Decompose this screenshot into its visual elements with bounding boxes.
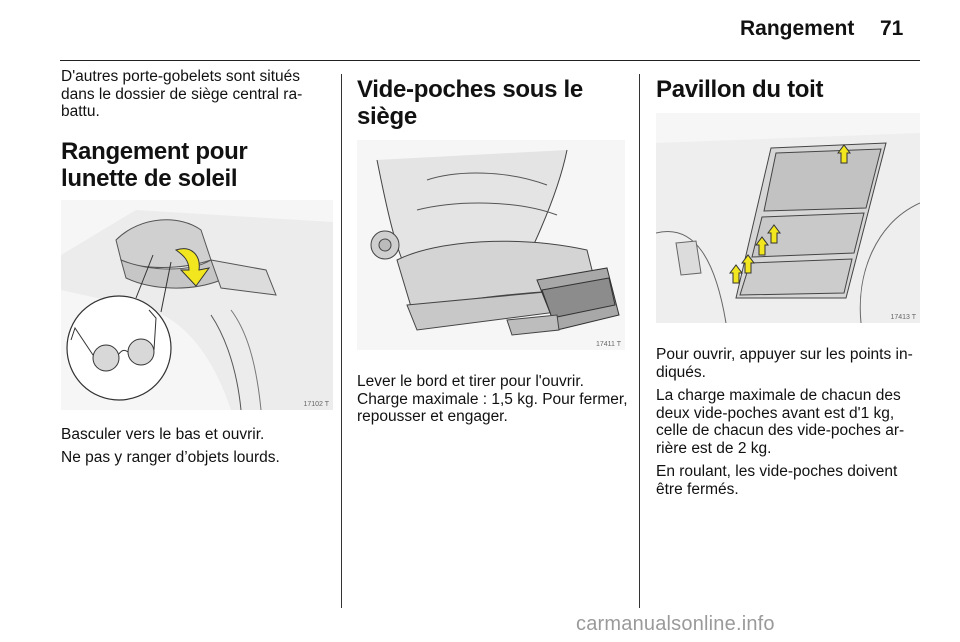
section-heading-under-seat: Vide-poches sous le siège (357, 76, 583, 130)
roof-illustration (656, 113, 920, 323)
page-title: Rangement (740, 17, 855, 40)
section-heading-roof: Pavillon du toit (656, 76, 824, 103)
load-paragraph: La charge maximale de chacun des deux vide-poches avant est d'1 kg, celle de chacun des vide-poches arrière est de 2 kg. (656, 387, 905, 457)
header-rule (60, 60, 920, 61)
driving-paragraph: En roulant, les vide-poches doivent être fermés. (656, 463, 898, 498)
sunglasses-illustration (61, 200, 333, 410)
figure-sunglasses-holder (61, 200, 333, 410)
warning-paragraph: Ne pas y ranger d’objets lourds. (61, 449, 280, 466)
figure-code: 17102 T (303, 400, 329, 408)
figure-roof-storage (656, 113, 920, 323)
instruction-paragraph: Basculer vers le bas et ouvrir. (61, 425, 265, 443)
column-divider-1 (341, 74, 342, 608)
instruction-paragraph: Lever le bord et tirer pour l'ouvrir. Charge maximale : 1,5 kg. Pour fermer, repousser et engager. (357, 373, 628, 425)
seat-drawer-illustration (357, 140, 625, 350)
column-roof (656, 76, 922, 498)
column-under-seat (357, 76, 629, 426)
column-divider-2 (639, 74, 640, 608)
instruction-paragraph: Pour ouvrir, appuyer sur les points indiqués. (656, 346, 913, 381)
intro-paragraph: D'autres porte-gobelets sont situés dans le dossier de siège central rabattu. (61, 68, 303, 120)
page-number: 71 (880, 17, 904, 40)
figure-under-seat-drawer (357, 140, 625, 350)
figure-code: 17411 T (595, 341, 621, 348)
watermark: carmanualsonline.info (576, 613, 775, 635)
figure-code: 17413 T (890, 314, 916, 321)
column-sunglasses (61, 68, 329, 467)
section-heading-sunglasses: Rangement pour lunette de soleil (61, 137, 248, 192)
